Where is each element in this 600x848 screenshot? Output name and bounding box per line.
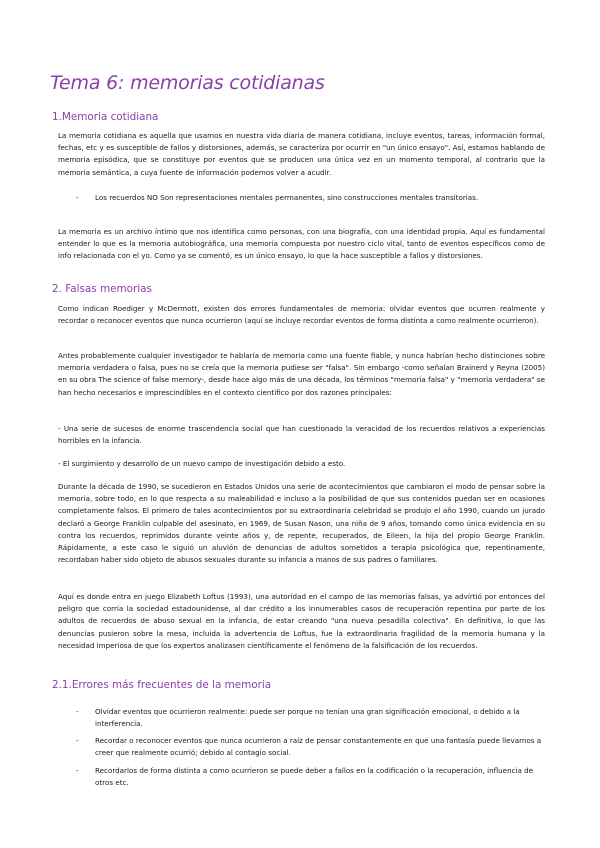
paragraph: La memoria cotidiana es aquella que usamos en nuestra vida diaria de manera cotidiana, incluye eventos, tareas, información formal, fechas, etc y es susceptible de fallos y distorsiones, además, se caracteriza por ocurrir en "un único ensayo". Así, estamos hablando de memoria episódica, que se constituye por eventos que se producen una única vez en un momento temporal, al contrario que la memoria semántica, a cuya fuente de información podemos volver a acudir. <box>58 131 545 177</box>
paragraph: Antes probablemente cualquier investigador te hablaría de memoria como una fuente fiable, y nunca habrían hecho distinciones sobre memoria verdadera o falsa, pues no se creía que la memoria pudiese ser "falsa". Sin embargo -como señalan Brainerd y Reyna (2005) en su obra The science of false memory-, desde hace algo más de una década, los términos "memoria falsa" y "memoria verdadera" se han hecho necesarios e imprescindibles en el contexto científico por dos razones principales: <box>58 351 545 397</box>
section-heading-falsas-memorias: 2. Falsas memorias <box>52 283 152 295</box>
bullet-item <box>76 735 546 759</box>
paragraph: La memoria es un archivo íntimo que nos identifica como personas, con una biografía, con una identidad propia. Aquí es fundamental entender lo que es la memoria autobiográfica, una memoria compuesta por nuestro ciclo vital, tanto de eventos específicos como de info relacionada con el yo. Como ya se comentó, es un único ensayo, lo que la hace susceptible a fallos y distorsiones. <box>58 227 545 261</box>
bullet-item <box>76 765 546 789</box>
bullet-marker: - <box>76 736 79 745</box>
bullet-item <box>76 192 516 204</box>
paragraph: Como indican Roediger y McDermott, existen dos errores fundamentales de memoria: olvidar eventos que ocurren realmente y recordar o reconocer eventos que nunca ocurrieron (aquí se incluye recordar eventos de forma distinta a como realmente ocurrieron). <box>58 304 545 326</box>
bullet-marker: - <box>76 766 79 775</box>
paragraph: Aquí es donde entra en juego Elizabeth Loftus (1993), una autoridad en el campo de las memorias falsas, ya advirtió por entonces del peligro que corría la sociedad estadounidense, al dar crédito a los innumerables casos de recuperación repentina por parte de los adultos de recuerdos de abuso sexual en la infancia, de estar creando "una nueva pesadilla colectiva". En definitiva, lo que las denuncias pusieron sobre la mesa, incluida la advertencia de Loftus, fue la extraordinaria fragilidad de la memoria humana y la necesidad imperiosa de que los expertos analizasen científicamente el fenómeno de la falsificación de los recuerdos. <box>58 592 545 650</box>
paragraph: - Una serie de sucesos de enorme trascendencia social que han cuestionado la veracidad de los recuerdos relativos a experiencias horribles en la infancia. <box>58 424 545 446</box>
bullet-text: Recordar o reconocer eventos que nunca ocurrieron a raíz de pensar constantemente en que una fantasía puede llevarnos a creer que realmente ocurrió; debido al contagio social. <box>95 736 542 758</box>
bullet-marker: - <box>76 707 79 716</box>
section-heading-memoria-cotidiana: 1.Memoria cotidiana <box>52 111 159 123</box>
bullet-marker: - <box>76 193 79 202</box>
page-title: Tema 6: memorias cotidianas <box>50 72 325 94</box>
paragraph: Durante la década de 1990, se sucedieron en Estados Unidos una serie de acontecimientos que cambiaron el modo de pensar sobre la memoria, sobre todo, en lo que respecta a su maleabilidad e incluso a la posibilidad de que sus contenidos puedan ser en ocasiones completamente falsos. El primero de tales acontecimientos por su extraordinaria celebridad se produjo el año 1990, cuando un jurado declaró a George Franklin culpable del asesinato, en 1969, de Susan Nason, una niña de 9 años, tomando como única evidencia en su contra los recuerdos, reprimidos durante veinte años y, de repente, recuperados, de Eileen, la hija del propio George Franklin. Rápidamente, a este caso le siguió un aluvión de denuncias de adultos sometidos a terapia psicológica que, repentinamente, recordaban haber sido objeto de abusos sexuales durante su infancia a manos de sus padres o familiares. <box>58 482 545 565</box>
paragraph: - El surgimiento y desarrollo de un nuevo campo de investigación debido a esto. <box>58 459 346 468</box>
bullet-text: Olvidar eventos que ocurrieron realmente: puede ser porque no tenían una gran significación emocional, o debido a la interferencia. <box>95 707 520 729</box>
bullet-text: Los recuerdos NO Son representaciones mentales permanentes, sino construcciones mentales transitorias. <box>95 193 479 202</box>
section-heading-errores-frecuentes: 2.1.Errores más frecuentes de la memoria <box>52 679 272 691</box>
bullet-item <box>76 706 546 730</box>
bullet-text: Recordarlos de forma distinta a como ocurrieron se puede deber a fallos en la codificación o la recuperación, influencia de otros etc. <box>95 766 534 788</box>
